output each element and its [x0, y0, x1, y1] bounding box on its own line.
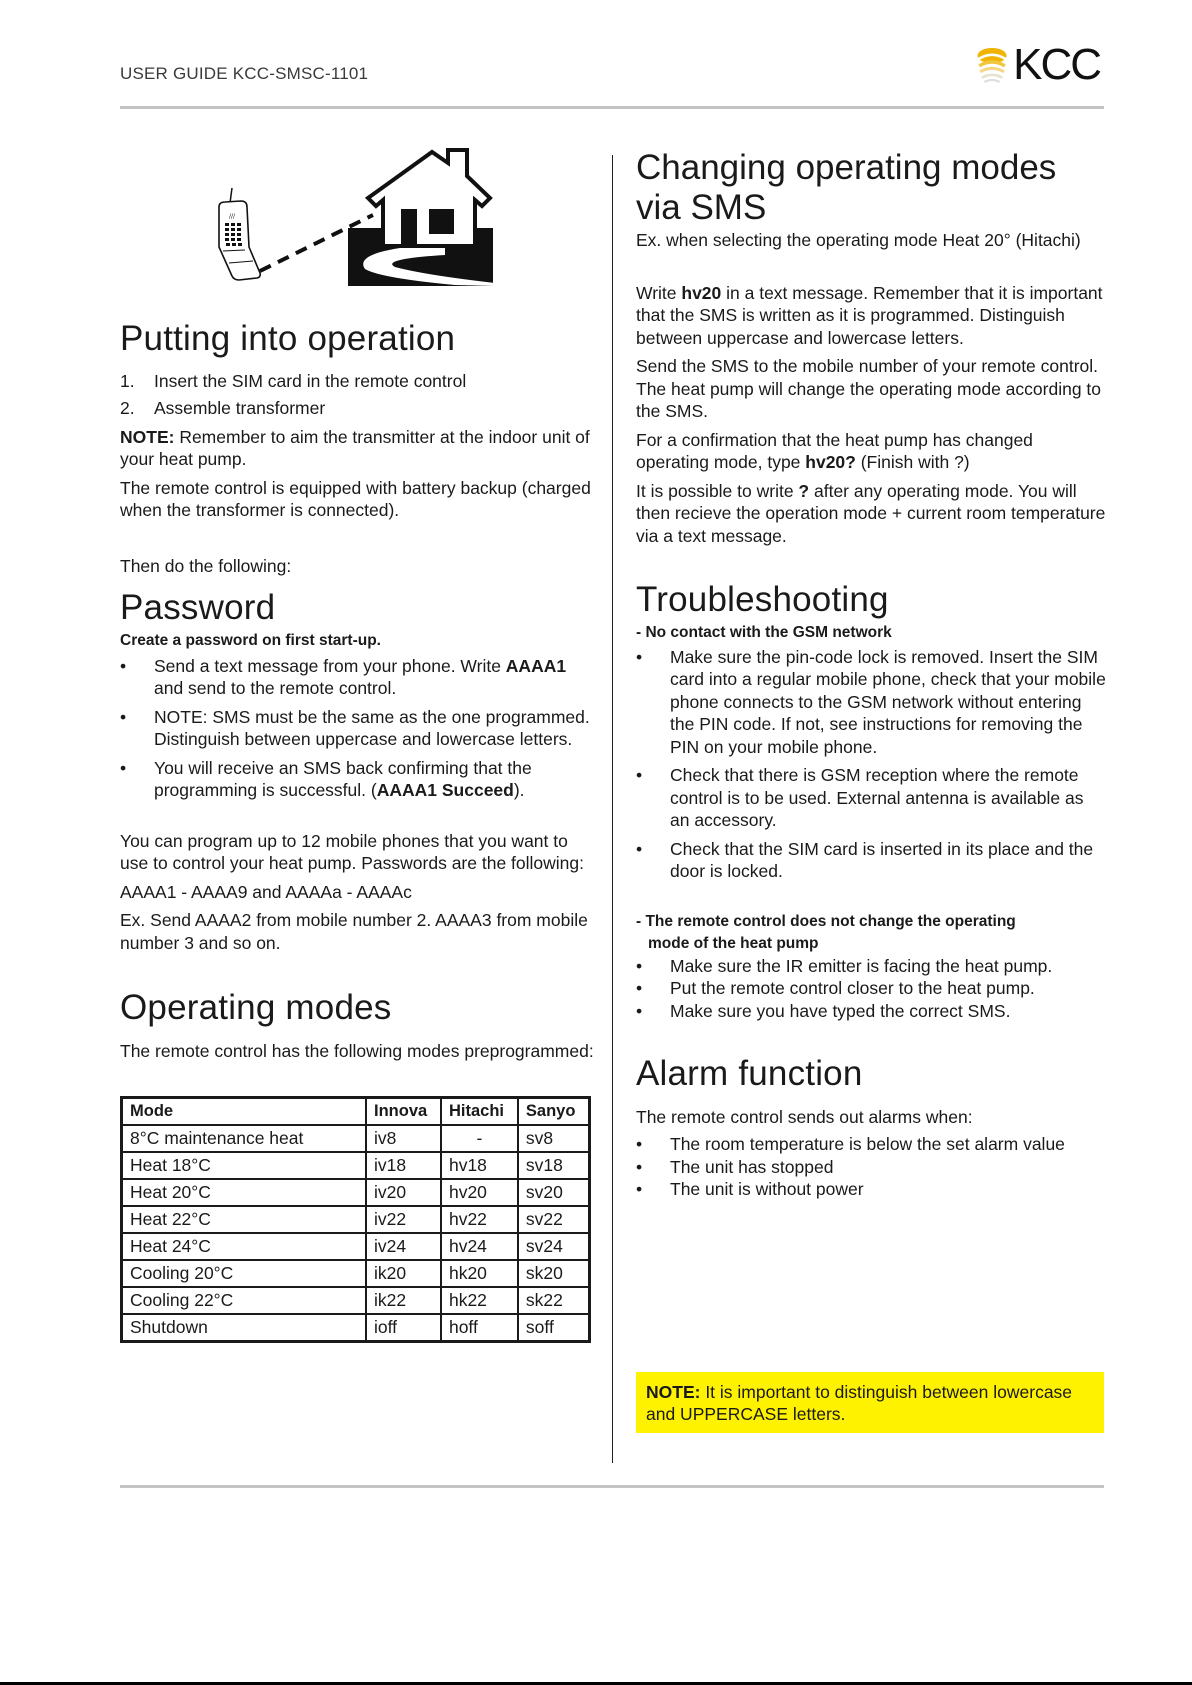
- then-do-following-text: Then do the following:: [120, 555, 292, 576]
- step-number: 1.: [120, 370, 135, 391]
- troubleshooting-bullet: [636, 977, 1106, 1000]
- changing-modes-example: Ex. when selecting the operating mode Heat 20° (Hitachi): [636, 230, 1081, 251]
- battery-backup-text: The remote control is equipped with battery backup (charged when the transformer is connected).: [120, 477, 591, 520]
- alarm-function-heading: Alarm function: [636, 1054, 863, 1094]
- bullet-icon: •: [120, 655, 127, 676]
- hitachi-code-cell: hk20: [441, 1260, 518, 1287]
- sanyo-code-cell: sv18: [518, 1152, 590, 1179]
- bullet-text: Check that there is GSM reception where the remote control is to be used. External antenna is available as an accessory.: [670, 765, 1084, 831]
- innova-code-cell: iv8: [366, 1125, 441, 1152]
- table-row: [122, 1260, 590, 1287]
- question-mark-text: [636, 480, 1106, 548]
- innova-code-cell: iv20: [366, 1179, 441, 1206]
- phone-to-house-illustration: [205, 143, 505, 288]
- text: For a confirmation that the heat pump has changed operating mode, type: [636, 429, 1033, 473]
- table-row: [122, 1314, 590, 1342]
- innova-code-cell: ik22: [366, 1287, 441, 1314]
- innova-code-cell: ik20: [366, 1260, 441, 1287]
- footer-divider: [120, 1485, 1104, 1488]
- sanyo-code-cell: sv8: [518, 1125, 590, 1152]
- putting-into-operation-heading: Putting into operation: [120, 319, 456, 358]
- bullet-text: The room temperature is below the set alarm value: [670, 1134, 1065, 1155]
- transmitter-note: [120, 426, 595, 471]
- heading-line: Changing operating modes: [636, 148, 1057, 187]
- password-heading: Password: [120, 588, 276, 627]
- bullet-icon: •: [636, 765, 643, 786]
- password-bullet: [120, 706, 595, 751]
- troubleshooting-bullet: [636, 955, 1106, 978]
- table-row: [122, 1287, 590, 1314]
- mode-cell: Heat 18°C: [122, 1152, 367, 1179]
- kcc-signal-logo-icon: [975, 42, 1009, 88]
- table-row: [122, 1206, 590, 1233]
- setup-steps-list: [120, 370, 595, 420]
- send-sms-text: Send the SMS to the mobile number of your remote control. The heat pump will change the operating mode according to the SMS.: [636, 356, 1102, 422]
- bullet-icon: •: [636, 1000, 643, 1021]
- bullet-text: You will receive an SMS back confirming that the programming is successful. (: [154, 757, 532, 800]
- text: after any operating mode. You will then recieve the operation mode + current room temperature via a text message.: [636, 480, 1106, 546]
- bullet-bold-code: AAAA1: [505, 655, 567, 676]
- operating-modes-table: [120, 1096, 591, 1343]
- mode-cell: Heat 24°C: [122, 1233, 367, 1260]
- case-sensitivity-note-box: [636, 1372, 1104, 1433]
- note-label: NOTE:: [120, 426, 175, 447]
- text: Write: [636, 282, 682, 303]
- bullet-text: Check that the SIM card is inserted in its place and the door is locked.: [670, 838, 1094, 882]
- bullet-text: Make sure the pin-code lock is removed. Insert the SIM card into a regular mobile phone, check that your mobile phone connects to the GSM network without entering the PIN code. If not, see instructions for removing the PIN on your mobile phone.: [670, 646, 1106, 757]
- column-header-innova: Innova: [366, 1098, 441, 1126]
- text: It is possible to write: [636, 480, 799, 501]
- bullet-icon: •: [120, 706, 127, 727]
- sanyo-code-cell: sv20: [518, 1179, 590, 1206]
- alarm-bullet: [636, 1178, 1106, 1201]
- troubleshooting-bullet: [636, 646, 1106, 759]
- hitachi-code-cell: hv20: [441, 1179, 518, 1206]
- column-header-sanyo: Sanyo: [518, 1098, 590, 1126]
- operating-modes-intro: The remote control has the following modes preprogrammed:: [120, 1040, 594, 1061]
- password-example-text: Ex. Send AAAA2 from mobile number 2. AAAA3 from mobile number 3 and so on.: [120, 910, 588, 953]
- bullet-icon: •: [120, 757, 127, 778]
- column-divider: [612, 155, 613, 1463]
- bullet-icon: •: [636, 838, 643, 859]
- document-header-title: USER GUIDE KCC-SMSC-1101: [120, 64, 369, 83]
- sanyo-code-cell: sk20: [518, 1260, 590, 1287]
- mode-cell: 8°C maintenance heat: [122, 1125, 367, 1152]
- gsm-issue-bullets: [636, 646, 1106, 883]
- kcc-logo: [975, 40, 1100, 90]
- troubleshooting-heading: Troubleshooting: [636, 580, 889, 620]
- changing-modes-heading: [636, 148, 1106, 227]
- sanyo-code-cell: soff: [518, 1314, 590, 1342]
- setup-step: [120, 397, 595, 420]
- bullet-text: Make sure you have typed the correct SMS.: [670, 1000, 1011, 1021]
- hitachi-code-cell: hk22: [441, 1287, 518, 1314]
- ir-issue-heading: [636, 911, 1106, 955]
- alarm-bullet: [636, 1156, 1106, 1179]
- bullet-text: The unit has stopped: [670, 1156, 834, 1177]
- sanyo-code-cell: sv24: [518, 1233, 590, 1260]
- hitachi-code-cell: hv22: [441, 1206, 518, 1233]
- password-bullet: [120, 757, 595, 802]
- table-row: [122, 1179, 590, 1206]
- bullet-text: NOTE: SMS must be the same as the one programmed. Distinguish between uppercase and lowercase letters.: [154, 706, 590, 749]
- bullet-icon: •: [636, 955, 643, 976]
- note-text: Remember to aim the transmitter at the indoor unit of your heat pump.: [120, 426, 590, 469]
- mode-cell: Heat 22°C: [122, 1206, 367, 1233]
- ir-issue-bullets: [636, 955, 1106, 1023]
- table-row: [122, 1233, 590, 1260]
- innova-code-cell: ioff: [366, 1314, 441, 1342]
- column-header-mode: Mode: [122, 1098, 367, 1126]
- hitachi-code-cell: hoff: [441, 1314, 518, 1342]
- mobile-phone-icon: [219, 188, 260, 280]
- bullet-text: Make sure the IR emitter is facing the heat pump.: [670, 955, 1053, 976]
- setup-step: [120, 370, 595, 393]
- hitachi-code-cell: hv18: [441, 1152, 518, 1179]
- bullet-text: Put the remote control closer to the heat pump.: [670, 978, 1035, 999]
- program-phones-text: You can program up to 12 mobile phones that you want to use to control your heat pump. Passwords are the following:: [120, 830, 584, 873]
- column-header-hitachi: Hitachi: [441, 1098, 518, 1126]
- bullet-text: Send a text message from your phone. Write: [154, 655, 506, 676]
- innova-code-cell: iv22: [366, 1206, 441, 1233]
- sms-code: hv20?: [805, 452, 856, 473]
- troubleshooting-bullet: [636, 838, 1106, 883]
- text: (Finish with ?): [855, 452, 970, 473]
- svg-text:///: ///: [229, 213, 236, 220]
- issue-line: - The remote control does not change the operating: [636, 912, 1016, 930]
- table-row: [122, 1125, 590, 1152]
- operating-modes-heading: Operating modes: [120, 988, 392, 1027]
- right-column: [636, 148, 1106, 1201]
- alarm-bullet: [636, 1133, 1106, 1156]
- table-row: [122, 1152, 590, 1179]
- sms-code: hv20: [681, 282, 722, 303]
- step-text: Assemble transformer: [154, 398, 326, 418]
- password-bullet: [120, 655, 595, 700]
- troubleshooting-bullet: [636, 764, 1106, 832]
- hitachi-code-cell: hv24: [441, 1233, 518, 1260]
- left-column: [120, 320, 595, 1343]
- bullet-icon: •: [636, 978, 643, 999]
- gsm-issue-heading: - No contact with the GSM network: [636, 623, 892, 641]
- sanyo-code-cell: sv22: [518, 1206, 590, 1233]
- bullet-icon: •: [636, 1134, 643, 1155]
- write-sms-instruction: [636, 282, 1106, 350]
- bullet-bold-code: AAAA1 Succeed: [376, 780, 514, 800]
- bullet-text: and send to the remote control.: [154, 678, 397, 698]
- bullet-icon: •: [636, 1156, 643, 1177]
- innova-code-cell: iv18: [366, 1152, 441, 1179]
- sanyo-code-cell: sk22: [518, 1287, 590, 1314]
- mode-cell: Cooling 20°C: [122, 1260, 367, 1287]
- header-divider: [120, 106, 1104, 109]
- alarm-intro: The remote control sends out alarms when:: [636, 1106, 973, 1127]
- step-text: Insert the SIM card in the remote control: [154, 370, 467, 391]
- step-number: 2.: [120, 398, 135, 418]
- note-text: It is important to distinguish between lowercase and UPPERCASE letters.: [646, 1382, 1073, 1424]
- bullet-text: The unit is without power: [670, 1179, 864, 1200]
- bullet-text: ).: [513, 780, 525, 800]
- alarm-bullets: [636, 1133, 1106, 1201]
- bullet-icon: •: [636, 646, 643, 667]
- mode-cell: Heat 20°C: [122, 1179, 367, 1206]
- troubleshooting-bullet: [636, 1000, 1106, 1023]
- innova-code-cell: iv24: [366, 1233, 441, 1260]
- password-subheading: Create a password on first start-up.: [120, 631, 381, 649]
- password-bullets: [120, 655, 595, 802]
- issue-line: mode of the heat pump: [648, 934, 819, 952]
- password-range-text: AAAA1 - AAAA9 and AAAAa - AAAAc: [120, 881, 412, 902]
- kcc-logo-text: KCC: [1013, 40, 1100, 89]
- text: in a text message. Remember that it is important that the SMS is written as it is programmed. Distinguish between uppercase and lowercase letters.: [636, 282, 1103, 348]
- hitachi-code-cell: -: [441, 1125, 518, 1152]
- note-label: NOTE:: [646, 1382, 701, 1402]
- sms-code: ?: [798, 480, 810, 501]
- mode-cell: Cooling 22°C: [122, 1287, 367, 1314]
- mode-cell: Shutdown: [122, 1314, 367, 1342]
- table-header-row: [122, 1098, 590, 1126]
- bullet-icon: •: [636, 1179, 643, 1200]
- heading-line: via SMS: [636, 187, 767, 227]
- confirmation-text: [636, 429, 1106, 474]
